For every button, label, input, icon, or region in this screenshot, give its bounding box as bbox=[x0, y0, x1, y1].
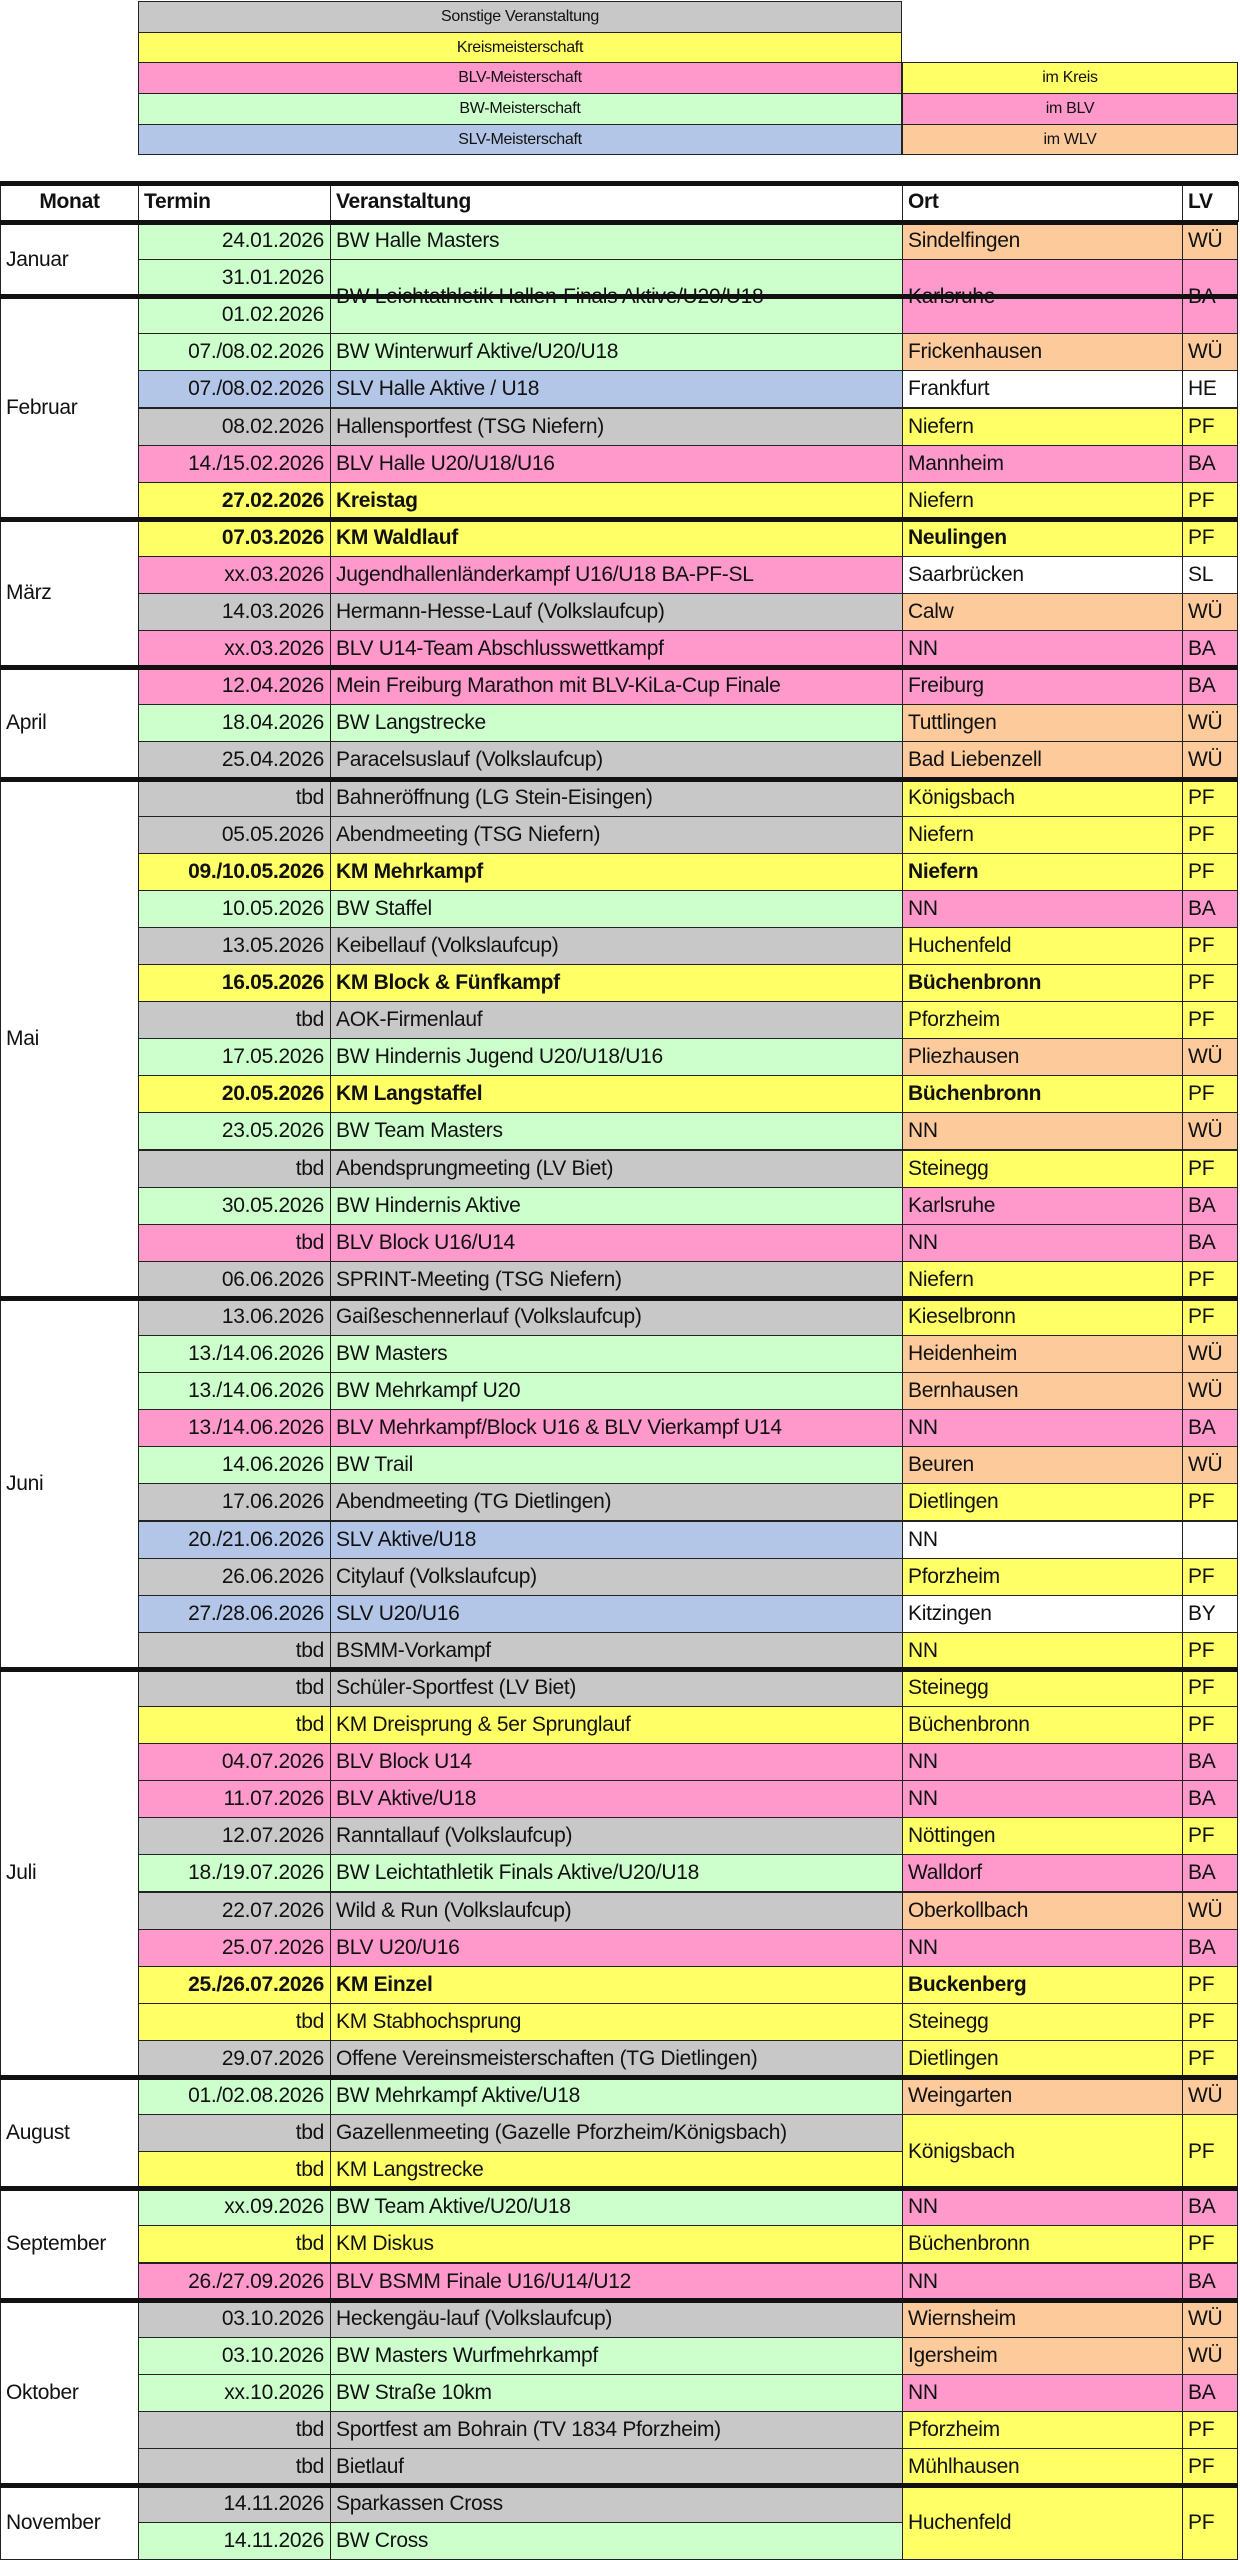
event-name: Mein Freiburg Marathon mit BLV-KiLa-Cup Finale bbox=[330, 667, 903, 705]
event-date: xx.10.2026 bbox=[138, 2374, 331, 2412]
event-date: 22.07.2026 bbox=[138, 1892, 331, 1930]
event-name: BLV U20/U16 bbox=[330, 1929, 903, 1967]
event-date: tbd bbox=[138, 1001, 331, 1039]
event-date: 13./14.06.2026 bbox=[138, 1372, 331, 1410]
event-association: PF bbox=[1182, 853, 1238, 891]
event-association: HE bbox=[1182, 370, 1238, 408]
event-association: BA bbox=[1182, 2263, 1238, 2301]
event-name: BW Team Aktive/U20/U18 bbox=[330, 2188, 903, 2226]
event-date: xx.03.2026 bbox=[138, 556, 331, 594]
event-association: PF bbox=[1182, 2411, 1238, 2449]
event-date: tbd bbox=[138, 1669, 331, 1707]
event-association: PF bbox=[1182, 1558, 1238, 1596]
event-location: Huchenfeld bbox=[902, 927, 1183, 965]
event-date: 27./28.06.2026 bbox=[138, 1595, 331, 1633]
event-association: WÜ bbox=[1182, 333, 1238, 371]
event-association: PF bbox=[1182, 1150, 1238, 1188]
event-location: Kitzingen bbox=[902, 1595, 1183, 1633]
event-date: 10.05.2026 bbox=[138, 890, 331, 928]
event-association: PF bbox=[1182, 1261, 1238, 1299]
month-label: September bbox=[0, 2188, 139, 2300]
event-name: SLV U20/U16 bbox=[330, 1595, 903, 1633]
event-location: Kieselbronn bbox=[902, 1298, 1183, 1336]
event-name: BW Halle Masters bbox=[330, 222, 903, 260]
event-name: Heckengäu-lauf (Volkslaufcup) bbox=[330, 2300, 903, 2338]
event-name: BSMM-Vorkampf bbox=[330, 1632, 903, 1670]
month-label: Januar bbox=[0, 222, 139, 297]
event-association: PF bbox=[1182, 1001, 1238, 1039]
event-location: Neulingen bbox=[902, 519, 1183, 557]
month-label: Mai bbox=[0, 779, 139, 1299]
event-location: Wiernsheim bbox=[902, 2300, 1183, 2338]
event-association: BA bbox=[1182, 630, 1238, 668]
event-location: Niefern bbox=[902, 1261, 1183, 1299]
event-name: Wild & Run (Volkslaufcup) bbox=[330, 1892, 903, 1930]
event-location: Königsbach bbox=[902, 2114, 1183, 2189]
event-date: 07./08.02.2026 bbox=[138, 370, 331, 408]
event-name: Bietlauf bbox=[330, 2448, 903, 2486]
event-date: tbd bbox=[138, 1150, 331, 1188]
event-name: KM Waldlauf bbox=[330, 519, 903, 557]
event-location: Oberkollbach bbox=[902, 1892, 1183, 1930]
event-date: tbd bbox=[138, 2448, 331, 2486]
event-association: BA bbox=[1182, 1409, 1238, 1447]
event-association: PF bbox=[1182, 816, 1238, 854]
event-name: BW Mehrkampf Aktive/U18 bbox=[330, 2077, 903, 2115]
event-date: 01./02.08.2026 bbox=[138, 2077, 331, 2115]
event-name: BW Hindernis Aktive bbox=[330, 1187, 903, 1225]
event-location: NN bbox=[902, 1521, 1183, 1559]
event-name: BW Hindernis Jugend U20/U18/U16 bbox=[330, 1038, 903, 1076]
event-association: BA bbox=[1182, 445, 1238, 483]
event-location: Pforzheim bbox=[902, 1558, 1183, 1596]
event-name: Keibellauf (Volkslaufcup) bbox=[330, 927, 903, 965]
event-location: Büchenbronn bbox=[902, 964, 1183, 1002]
event-name: KM Langstrecke bbox=[330, 2151, 903, 2189]
event-name: BLV Block U14 bbox=[330, 1743, 903, 1781]
event-location: NN bbox=[902, 2374, 1183, 2412]
event-date: tbd bbox=[138, 779, 331, 817]
event-date: 07./08.02.2026 bbox=[138, 333, 331, 371]
event-location: Frickenhausen bbox=[902, 333, 1183, 371]
event-date: 09./10.05.2026 bbox=[138, 853, 331, 891]
event-association: PF bbox=[1182, 408, 1238, 446]
event-location: Frankfurt bbox=[902, 370, 1183, 408]
event-name: Abendsprungmeeting (LV Biet) bbox=[330, 1150, 903, 1188]
event-association bbox=[1182, 1521, 1238, 1559]
event-association: WÜ bbox=[1182, 1038, 1238, 1076]
divider bbox=[0, 294, 1238, 299]
event-location: NN bbox=[902, 630, 1183, 668]
event-name: Hermann-Hesse-Lauf (Volkslaufcup) bbox=[330, 593, 903, 631]
event-name: SLV Aktive/U18 bbox=[330, 1521, 903, 1559]
event-date: tbd bbox=[138, 1706, 331, 1744]
event-location: NN bbox=[902, 1743, 1183, 1781]
event-date: 27.02.2026 bbox=[138, 482, 331, 520]
legend-blv: BLV-Meisterschaft bbox=[138, 62, 902, 94]
event-association: BA bbox=[1182, 667, 1238, 705]
divider bbox=[0, 2075, 1238, 2080]
event-association: WÜ bbox=[1182, 741, 1238, 779]
event-location: Tuttlingen bbox=[902, 704, 1183, 742]
event-date: 14.11.2026 bbox=[138, 2522, 331, 2560]
event-date: 16.05.2026 bbox=[138, 964, 331, 1002]
event-name: Sparkassen Cross bbox=[330, 2485, 903, 2523]
event-association: PF bbox=[1182, 1817, 1238, 1855]
legend-location-im_blv: im BLV bbox=[902, 93, 1238, 125]
month-label: August bbox=[0, 2077, 139, 2189]
event-association: PF bbox=[1182, 1669, 1238, 1707]
event-association: WÜ bbox=[1182, 1446, 1238, 1484]
event-date: tbd bbox=[138, 2411, 331, 2449]
event-location: Steinegg bbox=[902, 2003, 1183, 2041]
event-date: 30.05.2026 bbox=[138, 1187, 331, 1225]
event-name: BLV Halle U20/U18/U16 bbox=[330, 445, 903, 483]
event-name: Sportfest am Bohrain (TV 1834 Pforzheim) bbox=[330, 2411, 903, 2449]
event-name: AOK-Firmenlauf bbox=[330, 1001, 903, 1039]
event-association: BA bbox=[1182, 1743, 1238, 1781]
event-date: tbd bbox=[138, 1224, 331, 1262]
event-location: Niefern bbox=[902, 816, 1183, 854]
event-association: PF bbox=[1182, 1706, 1238, 1744]
event-location: Mühlhausen bbox=[902, 2448, 1183, 2486]
event-name: SLV Halle Aktive / U18 bbox=[330, 370, 903, 408]
event-location: Huchenfeld bbox=[902, 2485, 1183, 2560]
event-name: Kreistag bbox=[330, 482, 903, 520]
event-date: 17.05.2026 bbox=[138, 1038, 331, 1076]
event-date: 03.10.2026 bbox=[138, 2300, 331, 2338]
event-date: 03.10.2026 bbox=[138, 2337, 331, 2375]
event-name: Offene Vereinsmeisterschaften (TG Dietlingen) bbox=[330, 2040, 903, 2078]
event-date: 26./27.09.2026 bbox=[138, 2263, 331, 2301]
event-date: 25./26.07.2026 bbox=[138, 1966, 331, 2004]
column-header-veranstaltung: Veranstaltung bbox=[330, 182, 903, 222]
event-name: BLV BSMM Finale U16/U14/U12 bbox=[330, 2263, 903, 2301]
event-name: Citylauf (Volkslaufcup) bbox=[330, 1558, 903, 1596]
month-label: Oktober bbox=[0, 2300, 139, 2487]
event-association: PF bbox=[1182, 2448, 1238, 2486]
month-label: Juni bbox=[0, 1298, 139, 1670]
event-association: WÜ bbox=[1182, 1372, 1238, 1410]
event-name: Ranntallauf (Volkslaufcup) bbox=[330, 1817, 903, 1855]
event-location: Pforzheim bbox=[902, 1001, 1183, 1039]
event-location: Igersheim bbox=[902, 2337, 1183, 2375]
event-name: KM Dreisprung & 5er Sprunglauf bbox=[330, 1706, 903, 1744]
event-name: Abendmeeting (TG Dietlingen) bbox=[330, 1483, 903, 1521]
event-name: KM Einzel bbox=[330, 1966, 903, 2004]
event-association: BA bbox=[1182, 1929, 1238, 1967]
event-location: Niefern bbox=[902, 408, 1183, 446]
event-location: Nöttingen bbox=[902, 1817, 1183, 1855]
event-location: NN bbox=[902, 890, 1183, 928]
event-date: tbd bbox=[138, 1632, 331, 1670]
legend-km: Kreismeisterschaft bbox=[138, 32, 902, 64]
event-date: 13./14.06.2026 bbox=[138, 1335, 331, 1373]
event-name: Paracelsuslauf (Volkslaufcup) bbox=[330, 741, 903, 779]
event-date: 08.02.2026 bbox=[138, 408, 331, 446]
event-name: KM Block & Fünfkampf bbox=[330, 964, 903, 1002]
column-header-lv: LV bbox=[1182, 182, 1239, 222]
divider bbox=[0, 2298, 1238, 2303]
event-location: Freiburg bbox=[902, 667, 1183, 705]
divider bbox=[0, 1296, 1238, 1301]
event-location: Dietlingen bbox=[902, 2040, 1183, 2078]
event-date: 13.05.2026 bbox=[138, 927, 331, 965]
event-association: WÜ bbox=[1182, 222, 1238, 260]
event-location: Büchenbronn bbox=[902, 2225, 1183, 2263]
event-date: 23.05.2026 bbox=[138, 1112, 331, 1150]
event-name: Gazellenmeeting (Gazelle Pforzheim/Königsbach) bbox=[330, 2114, 903, 2152]
event-name: Bahneröffnung (LG Stein-Eisingen) bbox=[330, 779, 903, 817]
event-location: Königsbach bbox=[902, 779, 1183, 817]
event-location: Heidenheim bbox=[902, 1335, 1183, 1373]
event-association: WÜ bbox=[1182, 1112, 1238, 1150]
event-location: Steinegg bbox=[902, 1669, 1183, 1707]
event-name: BW Langstrecke bbox=[330, 704, 903, 742]
event-date: xx.03.2026 bbox=[138, 630, 331, 668]
event-association: WÜ bbox=[1182, 1892, 1238, 1930]
event-name: BW Trail bbox=[330, 1446, 903, 1484]
event-name: BLV U14-Team Abschlusswettkampf bbox=[330, 630, 903, 668]
event-date: 05.05.2026 bbox=[138, 816, 331, 854]
event-name: Abendmeeting (TSG Niefern) bbox=[330, 816, 903, 854]
event-location: NN bbox=[902, 2188, 1183, 2226]
event-name: BLV Block U16/U14 bbox=[330, 1224, 903, 1262]
event-location: Beuren bbox=[902, 1446, 1183, 1484]
event-association: PF bbox=[1182, 1483, 1238, 1521]
month-label: Juli bbox=[0, 1669, 139, 2078]
event-association: BA bbox=[1182, 2188, 1238, 2226]
event-association: WÜ bbox=[1182, 2337, 1238, 2375]
event-date: 25.04.2026 bbox=[138, 741, 331, 779]
event-name: BW Masters Wurfmehrkampf bbox=[330, 2337, 903, 2375]
event-association: PF bbox=[1182, 1298, 1238, 1336]
event-association: PF bbox=[1182, 1632, 1238, 1670]
month-label: Februar bbox=[0, 296, 139, 520]
event-name: BW Masters bbox=[330, 1335, 903, 1373]
event-association: PF bbox=[1182, 1075, 1238, 1113]
event-location: Walldorf bbox=[902, 1854, 1183, 1892]
event-association: WÜ bbox=[1182, 1335, 1238, 1373]
event-association: PF bbox=[1182, 2225, 1238, 2263]
month-label: November bbox=[0, 2485, 139, 2560]
event-date: 12.07.2026 bbox=[138, 1817, 331, 1855]
event-association: PF bbox=[1182, 482, 1238, 520]
event-location: NN bbox=[902, 1929, 1183, 1967]
column-header-ort: Ort bbox=[902, 182, 1183, 222]
divider bbox=[0, 517, 1238, 522]
event-date: 13.06.2026 bbox=[138, 1298, 331, 1336]
event-association: PF bbox=[1182, 2003, 1238, 2041]
event-date: 13./14.06.2026 bbox=[138, 1409, 331, 1447]
event-date: 14.11.2026 bbox=[138, 2485, 331, 2523]
event-association: BA bbox=[1182, 1854, 1238, 1892]
event-name: KM Langstaffel bbox=[330, 1075, 903, 1113]
month-label: März bbox=[0, 519, 139, 668]
event-location: Niefern bbox=[902, 482, 1183, 520]
event-name: Gaißeschennerlauf (Volkslaufcup) bbox=[330, 1298, 903, 1336]
event-association: WÜ bbox=[1182, 2077, 1238, 2115]
event-association: PF bbox=[1182, 2040, 1238, 2078]
event-date: 31.01.2026 bbox=[138, 259, 331, 297]
event-date: 18.04.2026 bbox=[138, 704, 331, 742]
event-date: 26.06.2026 bbox=[138, 1558, 331, 1596]
event-name: Hallensportfest (TSG Niefern) bbox=[330, 408, 903, 446]
event-location: Sindelfingen bbox=[902, 222, 1183, 260]
event-date: xx.09.2026 bbox=[138, 2188, 331, 2226]
event-location: Steinegg bbox=[902, 1150, 1183, 1188]
event-date: 11.07.2026 bbox=[138, 1780, 331, 1818]
event-date: 29.07.2026 bbox=[138, 2040, 331, 2078]
event-date: 07.03.2026 bbox=[138, 519, 331, 557]
column-header-termin: Termin bbox=[138, 182, 331, 222]
event-location: NN bbox=[902, 2263, 1183, 2301]
legend-bw: BW-Meisterschaft bbox=[138, 93, 902, 125]
divider bbox=[0, 1667, 1238, 1672]
event-date: 12.04.2026 bbox=[138, 667, 331, 705]
event-association: BA bbox=[1182, 1187, 1238, 1225]
event-name: BW Straße 10km bbox=[330, 2374, 903, 2412]
event-name: BW Team Masters bbox=[330, 1112, 903, 1150]
event-date: 14./15.02.2026 bbox=[138, 445, 331, 483]
event-name: BLV Mehrkampf/Block U16 & BLV Vierkampf U14 bbox=[330, 1409, 903, 1447]
event-association: WÜ bbox=[1182, 2300, 1238, 2338]
legend-slv: SLV-Meisterschaft bbox=[138, 124, 902, 156]
event-name: BW Staffel bbox=[330, 890, 903, 928]
event-association: PF bbox=[1182, 964, 1238, 1002]
event-date: 25.07.2026 bbox=[138, 1929, 331, 1967]
event-name: BLV Aktive/U18 bbox=[330, 1780, 903, 1818]
divider bbox=[0, 665, 1238, 670]
event-name: KM Mehrkampf bbox=[330, 853, 903, 891]
event-location: Bad Liebenzell bbox=[902, 741, 1183, 779]
event-date: 06.06.2026 bbox=[138, 1261, 331, 1299]
divider bbox=[0, 777, 1238, 782]
event-association: PF bbox=[1182, 779, 1238, 817]
event-location: Niefern bbox=[902, 853, 1183, 891]
event-name: Schüler-Sportfest (LV Biet) bbox=[330, 1669, 903, 1707]
event-association: PF bbox=[1182, 927, 1238, 965]
legend-location-kreis: im Kreis bbox=[902, 62, 1238, 94]
event-association: PF bbox=[1182, 2114, 1238, 2189]
event-name: KM Stabhochsprung bbox=[330, 2003, 903, 2041]
event-association: SL bbox=[1182, 556, 1238, 594]
legend-location-wlv: im WLV bbox=[902, 124, 1238, 156]
event-date: tbd bbox=[138, 2003, 331, 2041]
event-association: BA bbox=[1182, 2374, 1238, 2412]
event-association: BA bbox=[1182, 1780, 1238, 1818]
event-name: Jugendhallenländerkampf U16/U18 BA-PF-SL bbox=[330, 556, 903, 594]
event-name: KM Diskus bbox=[330, 2225, 903, 2263]
event-association: WÜ bbox=[1182, 593, 1238, 631]
event-date: 14.03.2026 bbox=[138, 593, 331, 631]
event-location: Pforzheim bbox=[902, 2411, 1183, 2449]
event-association: PF bbox=[1182, 1966, 1238, 2004]
event-location: Büchenbronn bbox=[902, 1706, 1183, 1744]
event-association: PF bbox=[1182, 519, 1238, 557]
event-date: tbd bbox=[138, 2151, 331, 2189]
event-date: 17.06.2026 bbox=[138, 1483, 331, 1521]
event-association: BA bbox=[1182, 890, 1238, 928]
event-location: Büchenbronn bbox=[902, 1075, 1183, 1113]
event-date: 20.05.2026 bbox=[138, 1075, 331, 1113]
divider bbox=[0, 220, 1238, 225]
month-label: April bbox=[0, 667, 139, 779]
event-location: Buckenberg bbox=[902, 1966, 1183, 2004]
event-location: NN bbox=[902, 1409, 1183, 1447]
event-location: Karlsruhe bbox=[902, 1187, 1183, 1225]
event-location: Saarbrücken bbox=[902, 556, 1183, 594]
event-date: 01.02.2026 bbox=[138, 296, 331, 334]
event-date: 18./19.07.2026 bbox=[138, 1854, 331, 1892]
event-location: NN bbox=[902, 1112, 1183, 1150]
event-date: 04.07.2026 bbox=[138, 1743, 331, 1781]
column-header-monat: Monat bbox=[0, 182, 139, 222]
event-location: Dietlingen bbox=[902, 1483, 1183, 1521]
event-location: Mannheim bbox=[902, 445, 1183, 483]
event-location: NN bbox=[902, 1224, 1183, 1262]
event-location: Pliezhausen bbox=[902, 1038, 1183, 1076]
event-location: Bernhausen bbox=[902, 1372, 1183, 1410]
legend-sonstige: Sonstige Veranstaltung bbox=[138, 1, 902, 33]
divider bbox=[0, 181, 1238, 186]
event-association: BA bbox=[1182, 1224, 1238, 1262]
event-location: Calw bbox=[902, 593, 1183, 631]
event-date: tbd bbox=[138, 2225, 331, 2263]
event-date: 24.01.2026 bbox=[138, 222, 331, 260]
event-name: SPRINT-Meeting (TSG Niefern) bbox=[330, 1261, 903, 1299]
event-location: NN bbox=[902, 1780, 1183, 1818]
event-name: BW Mehrkampf U20 bbox=[330, 1372, 903, 1410]
event-name: BW Winterwurf Aktive/U20/U18 bbox=[330, 333, 903, 371]
event-date: tbd bbox=[138, 2114, 331, 2152]
event-association: PF bbox=[1182, 2485, 1238, 2560]
divider bbox=[0, 2186, 1238, 2191]
event-location: Weingarten bbox=[902, 2077, 1183, 2115]
event-date: 14.06.2026 bbox=[138, 1446, 331, 1484]
divider bbox=[0, 2483, 1238, 2488]
event-location: NN bbox=[902, 1632, 1183, 1670]
event-date: 20./21.06.2026 bbox=[138, 1521, 331, 1559]
event-name: BW Leichtathletik Finals Aktive/U20/U18 bbox=[330, 1854, 903, 1892]
event-name: BW Cross bbox=[330, 2522, 903, 2560]
event-association: BY bbox=[1182, 1595, 1238, 1633]
event-association: WÜ bbox=[1182, 704, 1238, 742]
